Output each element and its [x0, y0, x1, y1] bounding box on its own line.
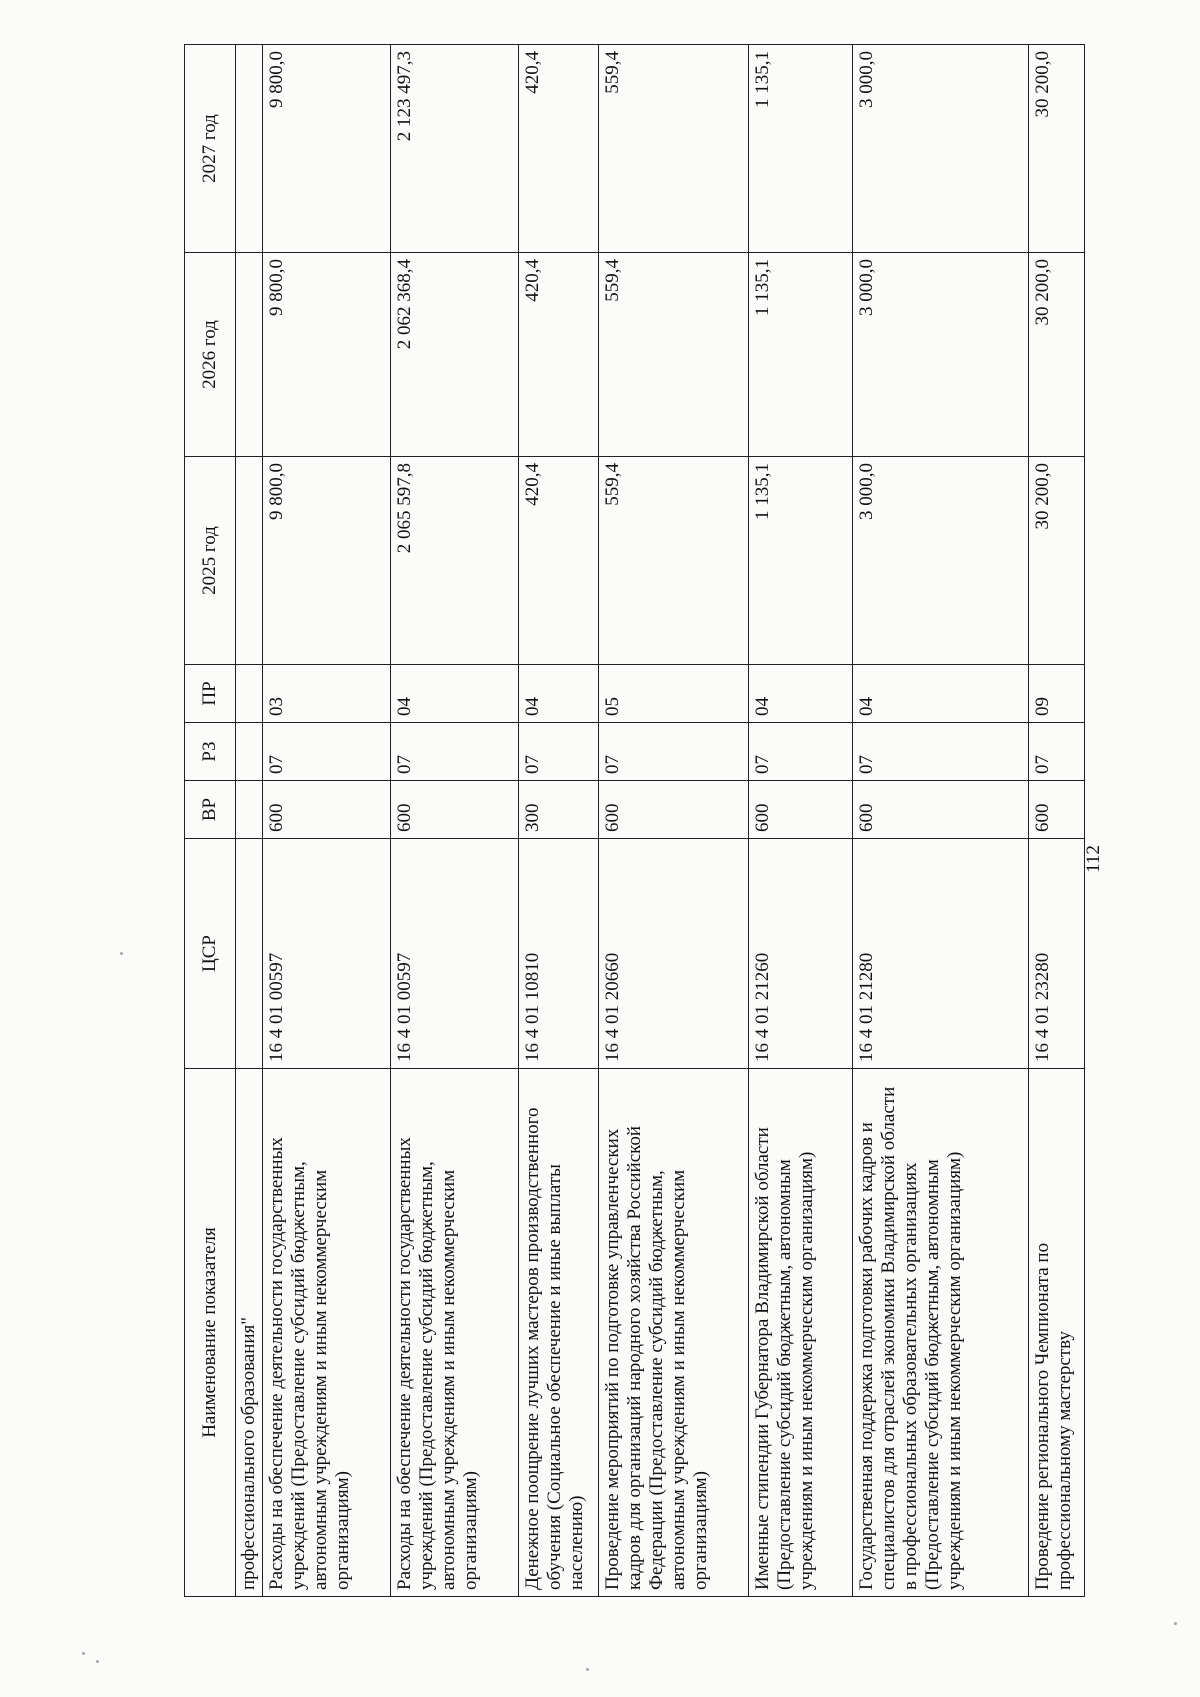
- row-vr: 300: [519, 781, 599, 839]
- row-name: Проведение регионального Чемпионата по профессиональному мастерству: [1029, 1069, 1085, 1597]
- table-row: [1029, 45, 1085, 1597]
- header-vr: ВР: [185, 781, 236, 839]
- row-pr: 04: [853, 665, 1029, 723]
- row-name: Расходы на обеспечение деятельности государственных учреждений (Предоставление субсидий бюджетным, автономным учреждениям и иным некоммерческим организациям): [263, 1069, 391, 1597]
- scan-speck: [1174, 1622, 1177, 1625]
- row-2026: 3 000,0: [853, 253, 1029, 457]
- row-csr: 16 4 01 23280: [1029, 839, 1085, 1069]
- row-2025: 9 800,0: [263, 457, 391, 665]
- continuation-row: [236, 45, 263, 1597]
- row-pr: 09: [1029, 665, 1085, 723]
- header-rz: РЗ: [185, 723, 236, 781]
- header-name: Наименование показателя: [185, 1069, 236, 1597]
- header-2025: 2025 год: [185, 457, 236, 665]
- row-pr: 05: [599, 665, 749, 723]
- row-2027: 30 200,0: [1029, 45, 1085, 253]
- row-2025: 2 065 597,8: [391, 457, 519, 665]
- table-row: [263, 45, 391, 1597]
- row-pr: 04: [749, 665, 853, 723]
- row-csr: 16 4 01 00597: [263, 839, 391, 1069]
- row-csr: 16 4 01 00597: [391, 839, 519, 1069]
- scan-speck: [120, 952, 123, 955]
- row-rz: 07: [853, 723, 1029, 781]
- row-2025: 1 135,1: [749, 457, 853, 665]
- scan-speck: [96, 1660, 99, 1663]
- header-csr: ЦСР: [185, 839, 236, 1069]
- row-2027: 9 800,0: [263, 45, 391, 253]
- row-vr: 600: [391, 781, 519, 839]
- row-2026: 9 800,0: [263, 253, 391, 457]
- row-name: Денежное поощрение лучших мастеров производственного обучения (Социальное обеспечение и иные выплаты населению): [519, 1069, 599, 1597]
- row-name: Проведение мероприятий по подготовке управленческих кадров для организаций народного хозяйства Российской Федерации (Предоставление субсидий бюджетным, автономным учреждениям и иным некоммерческим организациям): [599, 1069, 749, 1597]
- row-rz: 07: [599, 723, 749, 781]
- row-rz: 07: [391, 723, 519, 781]
- row-pr: 04: [519, 665, 599, 723]
- row-2026: 420,4: [519, 253, 599, 457]
- row-csr: 16 4 01 21280: [853, 839, 1029, 1069]
- row-rz: 07: [519, 723, 599, 781]
- row-2027: 2 123 497,3: [391, 45, 519, 253]
- row-2025: 3 000,0: [853, 457, 1029, 665]
- table-row: [519, 45, 599, 1597]
- table-row: [391, 45, 519, 1597]
- row-vr: 600: [599, 781, 749, 839]
- row-vr: 600: [263, 781, 391, 839]
- row-2025: 30 200,0: [1029, 457, 1085, 665]
- row-rz: 07: [749, 723, 853, 781]
- header-2026: 2026 год: [185, 253, 236, 457]
- row-csr: 16 4 01 21260: [749, 839, 853, 1069]
- row-pr: 04: [391, 665, 519, 723]
- table-row: [749, 45, 853, 1597]
- row-2027: 1 135,1: [749, 45, 853, 253]
- row-csr: 16 4 01 20660: [599, 839, 749, 1069]
- row-pr: 03: [263, 665, 391, 723]
- row-csr: 16 4 01 10810: [519, 839, 599, 1069]
- row-vr: 600: [749, 781, 853, 839]
- row-2027: 420,4: [519, 45, 599, 253]
- row-2026: 2 062 368,4: [391, 253, 519, 457]
- row-2027: 3 000,0: [853, 45, 1029, 253]
- row-2026: 30 200,0: [1029, 253, 1085, 457]
- row-2025: 420,4: [519, 457, 599, 665]
- row-2025: 559,4: [599, 457, 749, 665]
- row-name: Расходы на обеспечение деятельности государственных учреждений (Предоставление субсидий бюджетным, автономным учреждениям и иным некоммерческим организациям): [391, 1069, 519, 1597]
- row-vr: 600: [1029, 781, 1085, 839]
- table-header-row: [185, 45, 236, 1597]
- table-row: [853, 45, 1029, 1597]
- header-2027: 2027 год: [185, 45, 236, 253]
- page-number: 112: [1083, 845, 1104, 873]
- row-2026: 1 135,1: [749, 253, 853, 457]
- table-row: [599, 45, 749, 1597]
- row-rz: 07: [1029, 723, 1085, 781]
- scan-speck: [82, 1652, 85, 1655]
- budget-table: [184, 44, 1085, 1597]
- row-vr: 600: [853, 781, 1029, 839]
- row-name: Именные стипендии Губернатора Владимирской области (Предоставление субсидий бюджетным, автономным учреждениям и иным некоммерческим организациям): [749, 1069, 853, 1597]
- row-rz: 07: [263, 723, 391, 781]
- row-name: Государственная поддержка подготовки рабочих кадров и специалистов для отраслей экономики Владимирской области в профессиональных образовательных организациях (Предоставление субсидий бюджетным, автономным учреждениям и иным некоммерческим организациям): [853, 1069, 1029, 1597]
- row-2026: 559,4: [599, 253, 749, 457]
- continuation-text: профессионального образования": [236, 1069, 263, 1597]
- row-2027: 559,4: [599, 45, 749, 253]
- header-pr: ПР: [185, 665, 236, 723]
- scan-speck: [586, 1668, 589, 1671]
